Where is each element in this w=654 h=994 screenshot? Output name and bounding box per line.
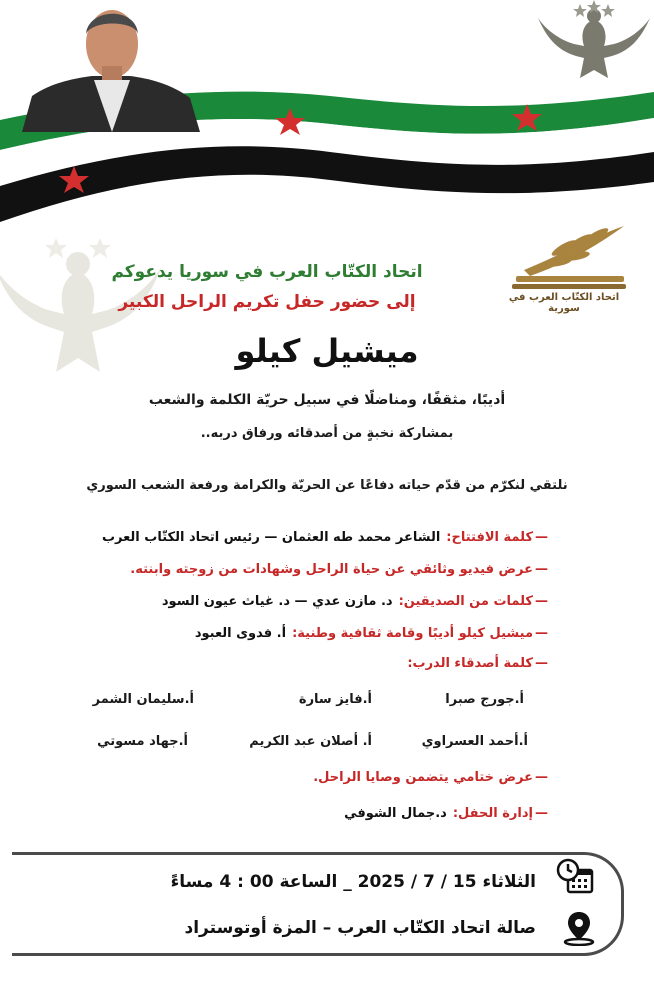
host-value: د.جمال الشوفي xyxy=(344,806,447,821)
companions-label: كلمة أصدقاء الدرب: xyxy=(407,656,533,671)
invitation-line: اتحاد الكتّاب العرب في سوريا يدعوكم xyxy=(111,262,423,282)
calendar-clock-icon xyxy=(556,858,596,898)
writer-value: أ. فدوى العبود xyxy=(194,626,287,641)
host-label: إدارة الحفل: xyxy=(452,806,533,821)
intro-line: نلتقي لنكرّم من قدّم حياته دفاعًا عن الحريّة والكرامة ورفعة الشعب السوري xyxy=(86,478,568,493)
friends-value: د. مازن عدي — د. غياث عيون السود xyxy=(161,594,393,609)
program-item-opening: — كلمة الافتتاح: الشاعر محمد طه العثمان — رئيس اتحاد الكتّاب العرب xyxy=(101,530,548,545)
event-line: إلى حضور حفل تكريم الراحل الكبير xyxy=(118,292,416,312)
writer-label: ميشيل كيلو أديبًا وقامة ثقافية وطنية: xyxy=(292,626,533,641)
program-item-companions: — كلمة أصدقاء الدرب: xyxy=(407,656,548,671)
honoree-name: ميشيل كيلو xyxy=(235,332,419,370)
companion-name: أ.أحمد العسراوي xyxy=(421,734,528,749)
program-item-video: — عرض فيديو وثائقي عن حياة الراحل وشهادات من زوجته وابنته. xyxy=(130,562,548,577)
program-item-writer: — ميشيل كيلو أديبًا وقامة ثقافية وطنية: أ. فدوى العبود xyxy=(194,626,548,641)
honoree-portrait xyxy=(22,0,200,132)
event-datetime: الثلاثاء 15 / 7 / 2025 _ الساعة 00 : 4 مساءً xyxy=(170,872,536,892)
companion-name: أ.جورج صبرا xyxy=(445,692,524,707)
participation-line: بمشاركة نخبةٍ من أصدقائه ورفاق دربه.. xyxy=(200,426,454,441)
eagle-emblem-icon xyxy=(534,0,654,86)
opening-label: كلمة الافتتاح: xyxy=(446,530,533,545)
location-pin-icon xyxy=(562,910,596,946)
program-item-closing: — عرض ختامي يتضمن وصايا الراحل. xyxy=(313,770,548,785)
program-item-host: — إدارة الحفل: د.جمال الشوفي xyxy=(344,806,548,821)
companion-name: أ.فايز سارة xyxy=(298,692,372,707)
opening-value: الشاعر محمد طه العثمان — رئيس اتحاد الكتّاب العرب xyxy=(101,530,441,545)
program-item-friends: — كلمات من الصديقين: د. مازن عدي — د. غياث عيون السود xyxy=(161,594,548,609)
companion-name: أ. أصلان عبد الكريم xyxy=(249,734,372,749)
logo-caption: اتحاد الكتّاب العرب في سورية xyxy=(508,292,620,314)
event-location: صالة اتحاد الكتّاب العرب – المزة أوتوستراد xyxy=(184,918,536,938)
companion-name: أ.سليمان الشمر xyxy=(92,692,194,707)
eagle-watermark-icon xyxy=(0,232,166,402)
companion-name: أ.جهاد مسوتي xyxy=(97,734,188,749)
friends-label: كلمات من الصديقين: xyxy=(398,594,533,609)
closing-line: عرض ختامي يتضمن وصايا الراحل. xyxy=(313,770,533,785)
footer-frame xyxy=(10,852,624,956)
video-line: عرض فيديو وثائقي عن حياة الراحل وشهادات من زوجته وابنته. xyxy=(130,562,533,577)
honoree-description: أديبًا، مثقفًا، ومناضلًا في سبيل حريّة الكلمة والشعب xyxy=(148,392,506,408)
